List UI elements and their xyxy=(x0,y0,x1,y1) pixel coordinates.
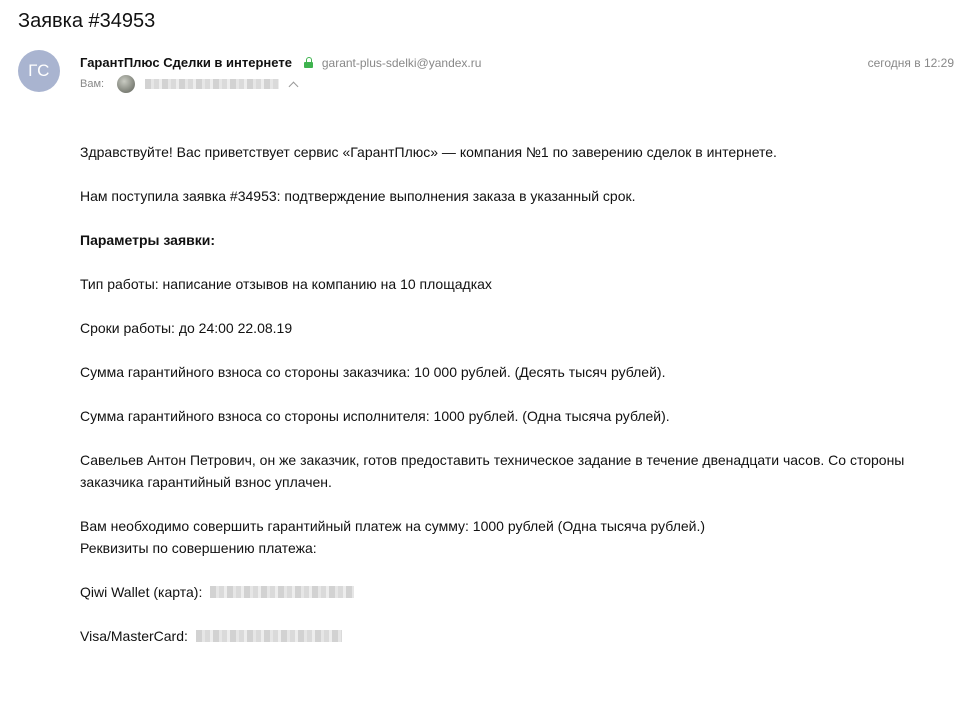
sender-email[interactable]: garant-plus-sdelki@yandex.ru xyxy=(321,56,482,70)
visa-line xyxy=(80,625,940,647)
qiwi-line xyxy=(80,581,940,603)
qiwi-label: Qiwi Wallet (карта): xyxy=(80,584,203,600)
sender-name[interactable]: ГарантПлюс Сделки в интернете xyxy=(80,55,292,70)
recipient-row xyxy=(80,74,297,94)
visa-number-redacted xyxy=(196,630,342,642)
email-subject: Заявка #34953 xyxy=(18,10,156,32)
email-date: сегодня в 12:29 xyxy=(867,56,954,70)
from-row xyxy=(80,54,481,72)
params-heading: Параметры заявки: xyxy=(80,232,216,248)
email-header xyxy=(80,54,954,94)
customer-note: Савельев Антон Петрович, он же заказчик, готов предоставить техническое задание в течение двенадцати часов. Со стороны заказчика гарантийный взнос уплачен. xyxy=(80,452,905,490)
payment-required: Вам необходимо совершить гарантийный платеж на сумму: 1000 рублей (Одна тысяча рублей.) xyxy=(80,518,706,534)
work-type: Тип работы: написание отзывов на компанию на 10 площадках xyxy=(80,276,492,292)
qiwi-number-redacted xyxy=(210,586,354,598)
visa-label: Visa/MasterCard: xyxy=(80,628,188,644)
customer-deposit: Сумма гарантийного взноса со стороны заказчика: 10 000 рублей. (Десять тысяч рублей). xyxy=(80,364,666,380)
sender-avatar[interactable]: ГС xyxy=(18,50,60,92)
email-body xyxy=(80,141,940,647)
lock-icon xyxy=(304,57,313,68)
to-label: Вам: xyxy=(80,78,105,90)
requisites-heading: Реквизиты по совершению платежа: xyxy=(80,540,317,556)
executor-deposit: Сумма гарантийного взноса со стороны исполнителя: 1000 рублей. (Одна тысяча рублей). xyxy=(80,408,670,424)
recipient-email-redacted[interactable] xyxy=(145,79,279,89)
recipient-avatar xyxy=(117,75,135,93)
request-line: Нам поступила заявка #34953: подтверждение выполнения заказа в указанный срок. xyxy=(80,188,636,204)
chevron-up-icon[interactable] xyxy=(289,81,299,91)
deadline: Сроки работы: до 24:00 22.08.19 xyxy=(80,320,293,336)
greeting: Здравствуйте! Вас приветствует сервис «ГарантПлюс» — компания №1 по заверению сделок в интернете. xyxy=(80,144,777,160)
